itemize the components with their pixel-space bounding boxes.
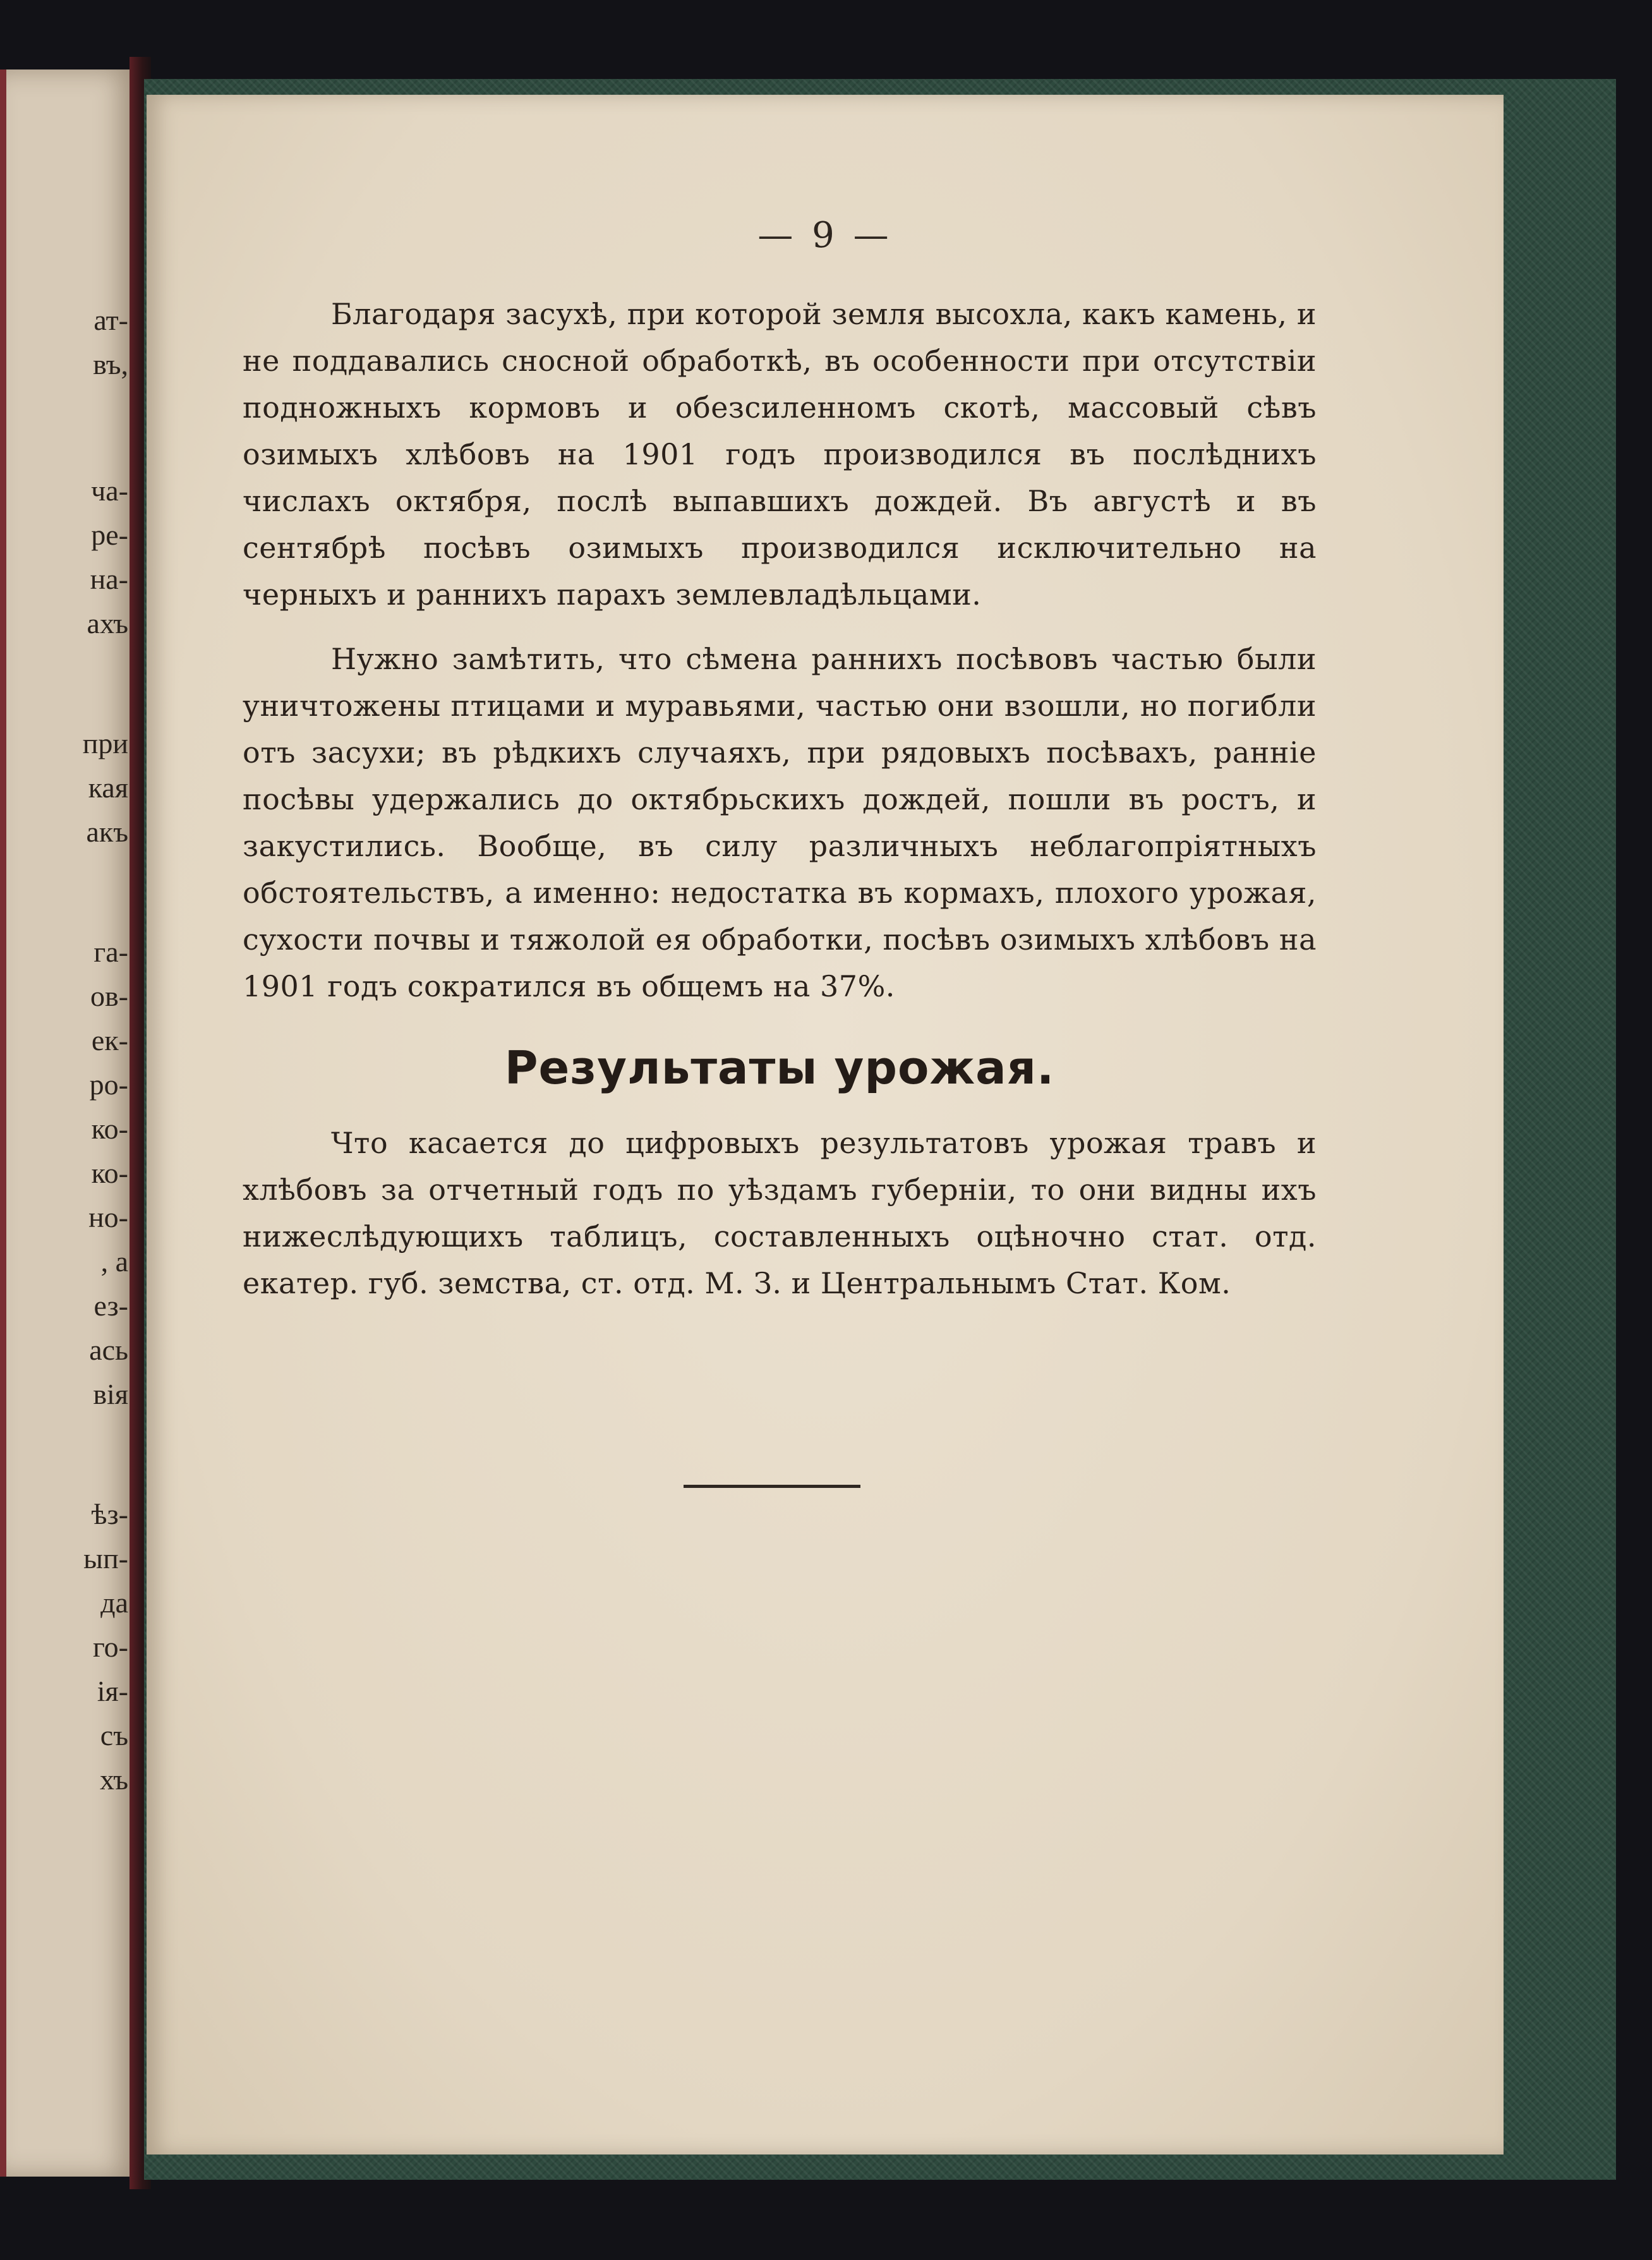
left-page-fragment: на-: [90, 563, 128, 595]
left-page-fragment: ко-: [91, 1113, 128, 1145]
left-facing-page: [0, 69, 136, 2177]
left-page-fragment: ов-: [90, 980, 128, 1012]
left-page-fragment: хъ: [99, 1763, 128, 1796]
left-page-fragment: ро-: [89, 1068, 128, 1101]
left-page-fragment: га-: [93, 936, 128, 968]
book-page: [147, 95, 1504, 2154]
paragraph: Благодаря засухѣ, при которой земля высохла, какъ камень, и не поддавались сносной обработкѣ, въ особенности при отсутствіи подножныхъ кормовъ и обезсиленномъ скотѣ, массовый сѣвъ озимыхъ хлѣбовъ на 1901 годъ производился въ послѣднихъ числахъ октября, послѣ выпавшихъ дождей. Въ августѣ и въ сентябрѣ посѣвъ озимыхъ производился исключительно на черныхъ и раннихъ парахъ землевладѣльцами.: [243, 297, 1317, 612]
left-page-fragment: ек-: [91, 1024, 128, 1056]
paragraph: Нужно замѣтить, что сѣмена раннихъ посѣвовъ частью были уничтожены птицами и муравьями, частью они взошли, но погибли отъ засухи; въ рѣдкихъ случаяхъ, при рядовыхъ посѣвахъ, ранніе посѣвы удержались до октябрьскихъ дождей, пошли въ ростъ, и закустились. Вообще, въ силу различныхъ неблагопріятныхъ обстоятельствъ, а именно: недостатка въ кормахъ, плохого урожая, сухости почвы и тяжолой ея обработки, посѣвъ озимыхъ хлѣбовъ на 1901 годъ сократился въ общемъ на 37%.: [243, 642, 1317, 1003]
left-page-fragment: ез-: [93, 1290, 128, 1322]
left-page-fragment: ко-: [91, 1157, 128, 1189]
left-page-fragment: съ: [100, 1719, 128, 1751]
left-page-fragment: ахъ: [87, 607, 128, 639]
left-page-fragment: но-: [88, 1201, 128, 1233]
page-body: [243, 291, 1317, 1324]
left-page-fragment: да: [100, 1586, 128, 1619]
left-page-fragment: вія: [93, 1378, 128, 1410]
left-page-fragment: ія-: [97, 1675, 128, 1707]
left-page-fragment: ат-: [93, 304, 128, 336]
paragraph: Что касается до цифровыхъ результатовъ урожая травъ и хлѣбовъ за отчетный годъ по уѣздамъ губерніи, то они видны ихъ нижеслѣдующихъ таблицъ, составленныхъ оцѣночно стат. отд. екатер. губ. земства, ст. отд. М. З. и Центральнымъ Стат. Ком.: [243, 1126, 1317, 1300]
section-heading: Результаты урожая.: [504, 1041, 1055, 1094]
left-page-fragment: кая: [88, 771, 128, 804]
page-number: — 9 —: [757, 215, 893, 256]
left-page-fragment: ып-: [83, 1542, 128, 1574]
left-page-fragment: го-: [92, 1631, 128, 1663]
closing-rule: [684, 1485, 860, 1488]
left-page-fragment: акъ: [86, 816, 128, 848]
left-page-fragment: ре-: [91, 519, 128, 551]
left-page-fragment: ча-: [91, 474, 128, 507]
left-page-fragment: ась: [89, 1334, 128, 1366]
left-page-fragment: въ,: [93, 348, 128, 380]
left-page-fragment: , а: [100, 1245, 128, 1278]
left-page-fragment: при: [82, 727, 128, 759]
left-page-fragment: ѣз-: [91, 1498, 128, 1530]
